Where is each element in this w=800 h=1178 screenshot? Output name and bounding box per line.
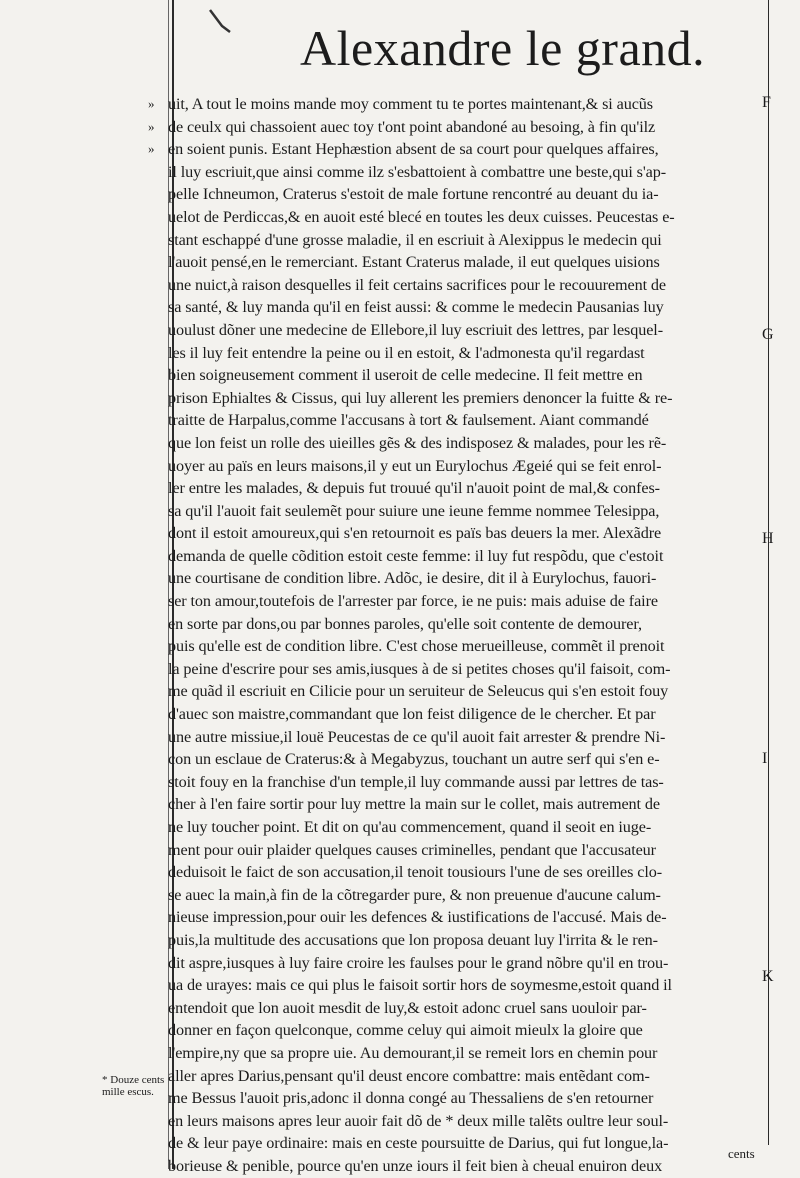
text-line: que lon feist un rolle des uieilles gẽs & des indisposez & malades, pour les rẽ- (168, 433, 667, 452)
text-line: en soient punis. Estant Hephæstion absent de sa court pour quelques affaires, (168, 140, 659, 159)
text-line: dit aspre,iusques à luy faire croire les faulses pour le grand nõbre qu'il en trou- (168, 953, 669, 972)
text-line: uit, A tout le moins mande moy comment tu te portes maintenant,& si aucũs (168, 95, 653, 113)
catchword: cents (728, 1146, 755, 1161)
margin-letter-f: F (762, 94, 771, 111)
text-line: donner en façon quelconque, comme celuy qui aimoit mieulx la gloire que (168, 1021, 643, 1040)
text-line: ua de urayes: mais ce qui plus le faisoit sortir hors de soymesme,estoit quand il (168, 976, 672, 995)
text-line: uelot de Perdiccas,& en auoit esté blecé en toutes les deux cuisses. Peucestas e- (168, 207, 675, 226)
text-line: ment pour ouir plaider quelques causes criminelles, pendant que l'accusateur (168, 840, 656, 859)
body-text (168, 93, 768, 1178)
text-line: sa qu'il l'auoit fait seulemẽt pour suiure une ieune femme nommee Telesippa, (168, 501, 660, 520)
text-line: se auec la main,à fin de la cõtregarder pure, & non preuenue d'aucune calum- (168, 885, 661, 904)
text-line: une autre missiue,il louë Peucestas de ce qu'il auoit fait arrester & prendre Ni- (168, 727, 666, 746)
text-line: cher à l'en faire sortir pour luy mettre la main sur le collet, mais autrement de (168, 795, 660, 814)
text-line: prison Ephialtes & Cissus, qui luy allerent les premiers denoncer la fuitte & re- (168, 388, 673, 407)
text-line: de ceulx qui chassoient auec toy t'ont point abandoné au besoing, à fin qu'ilz (168, 117, 656, 136)
quote-mark: » (148, 119, 155, 134)
side-note: * Douze cents mille escus. (102, 1074, 165, 1098)
ink-mark-icon (208, 6, 232, 36)
text-line: me Bessus l'auoit pris,adonc il donna congé au Thessaliens de s'en retourner (168, 1089, 654, 1108)
text-line: en sorte par dons,ou par bonnes paroles, qu'elle soit contente de demourer, (168, 614, 642, 633)
text-line: uoulust dõner une medecine de Ellebore,il luy escriuit des lettres, par lesquel- (168, 320, 663, 339)
text-line: sa santé, & luy manda qu'il en feist aussi: & comme le medecin Pausanias luy (168, 298, 664, 317)
margin-letter-g: G (762, 326, 774, 343)
text-line: nieuse impression,pour ouir les defences & iustifications de l'accusé. Mais de- (168, 908, 667, 927)
margin-letter-k: K (762, 968, 774, 985)
text-line: stoit fouy en la franchise d'un temple,il luy commande aussi par lettres de tas- (168, 772, 664, 791)
text-line: ser ton amour,toutefois de l'arrester par force, ie ne puis: mais aduise de faire (168, 592, 658, 611)
text-line: stant eschappé d'une grosse maladie, il en escriuit à Alexippus le medecin qui (168, 230, 662, 249)
text-line: me quãd il escriuit en Cilicie pour un seruiteur de Seleucus qui s'en estoit fouy (168, 682, 669, 701)
page-title: Alexandre le grand. (300, 20, 706, 76)
text-line: bien soigneusement comment il useroit de celle medecine. Il feit mettre en (168, 366, 643, 385)
text-line: ler entre les malades, & depuis fut trouué qu'il n'auoit point de mal,& confes- (168, 479, 660, 498)
text-line: l'empire,ny que sa propre uie. Au demourant,il se remeit lors en chemin pour (168, 1043, 658, 1062)
text-line: traitte de Harpalus,comme l'accusans à tort & faulsement. Aiant commandé (168, 411, 649, 430)
text-line: il luy escriuit,que ainsi comme ilz s'esbattoient à combattre une beste,qui s'ap- (168, 162, 667, 181)
text-line: demanda de quelle cõdition estoit ceste femme: il luy fut respõdu, que c'estoit (168, 546, 664, 565)
text-line: con un esclaue de Craterus:& à Megabyzus, touchant un autre serf qui s'en e- (168, 750, 660, 769)
text-line: une courtisane de condition libre. Adõc, ie desire, dit il à Eurylochus, fauori- (168, 569, 657, 588)
text-line: entendoit que lon auoit mesdit de luy,& estoit adonc cruel sans uouloir par- (168, 998, 647, 1017)
margin-letter-i: I (762, 750, 768, 767)
text-line: deduisoit le faict de son accusation,il tenoit tousiours l'une de ses oreilles clo- (168, 863, 663, 882)
text-line: une nuict,à raison desquelles il feit certains sacrifices pour le recouurement de (168, 275, 667, 294)
text-line: aller apres Darius,pensant qu'il deust encore combattre: mais entẽdant com- (168, 1066, 650, 1085)
text-line: la peine d'escrire pour ses amis,iusques à de si petites choses qu'il faisoit, com- (168, 659, 671, 678)
text-line: pelle Ichneumon, Craterus s'estoit de male fortune rencontré au deuant du ia- (168, 185, 659, 204)
text-line: dont il estoit amoureux,qui s'en retournoit es païs bas deuers la mer. Alexãdre (168, 524, 662, 543)
text-line: uoyer au païs en leurs maisons,il y eut un Eurylochus Ægeié qui se feit enrol- (168, 456, 662, 475)
text-line: borieuse & penible, pource qu'en unze iours il feit bien à cheual enuiron deux (168, 1156, 663, 1175)
text-line: ne luy toucher point. Et dit on qu'au commencement, quand il seoit en iuge- (168, 818, 652, 836)
text-line: puis,la multitude des accusations que lon proposa deuant luy l'irrita & le ren- (168, 930, 658, 949)
text-line: d'auec son maistre,commandant que lon feist diligence de le chercher. Et par (168, 705, 656, 724)
quote-mark: » (148, 141, 155, 156)
text-line: puis qu'elle est de condition libre. C'est chose merueilleuse, commẽt il prenoit (168, 637, 665, 656)
quote-mark: » (148, 96, 155, 111)
text-line: l'auoit pensé,en le remerciant. Estant Craterus malade, il eut quelques uisions (168, 253, 660, 272)
text-line: en leurs maisons apres leur auoir fait dõ de * deux mille talẽts oultre leur soul- (168, 1111, 669, 1130)
margin-letter-h: H (762, 530, 774, 547)
text-line: de & leur paye ordinaire: mais en ceste poursuitte de Darius, qui fut longue,la- (168, 1134, 669, 1153)
text-line: les il luy feit entendre la peine ou il en estoit, & l'admonesta qu'il regardast (168, 343, 645, 362)
